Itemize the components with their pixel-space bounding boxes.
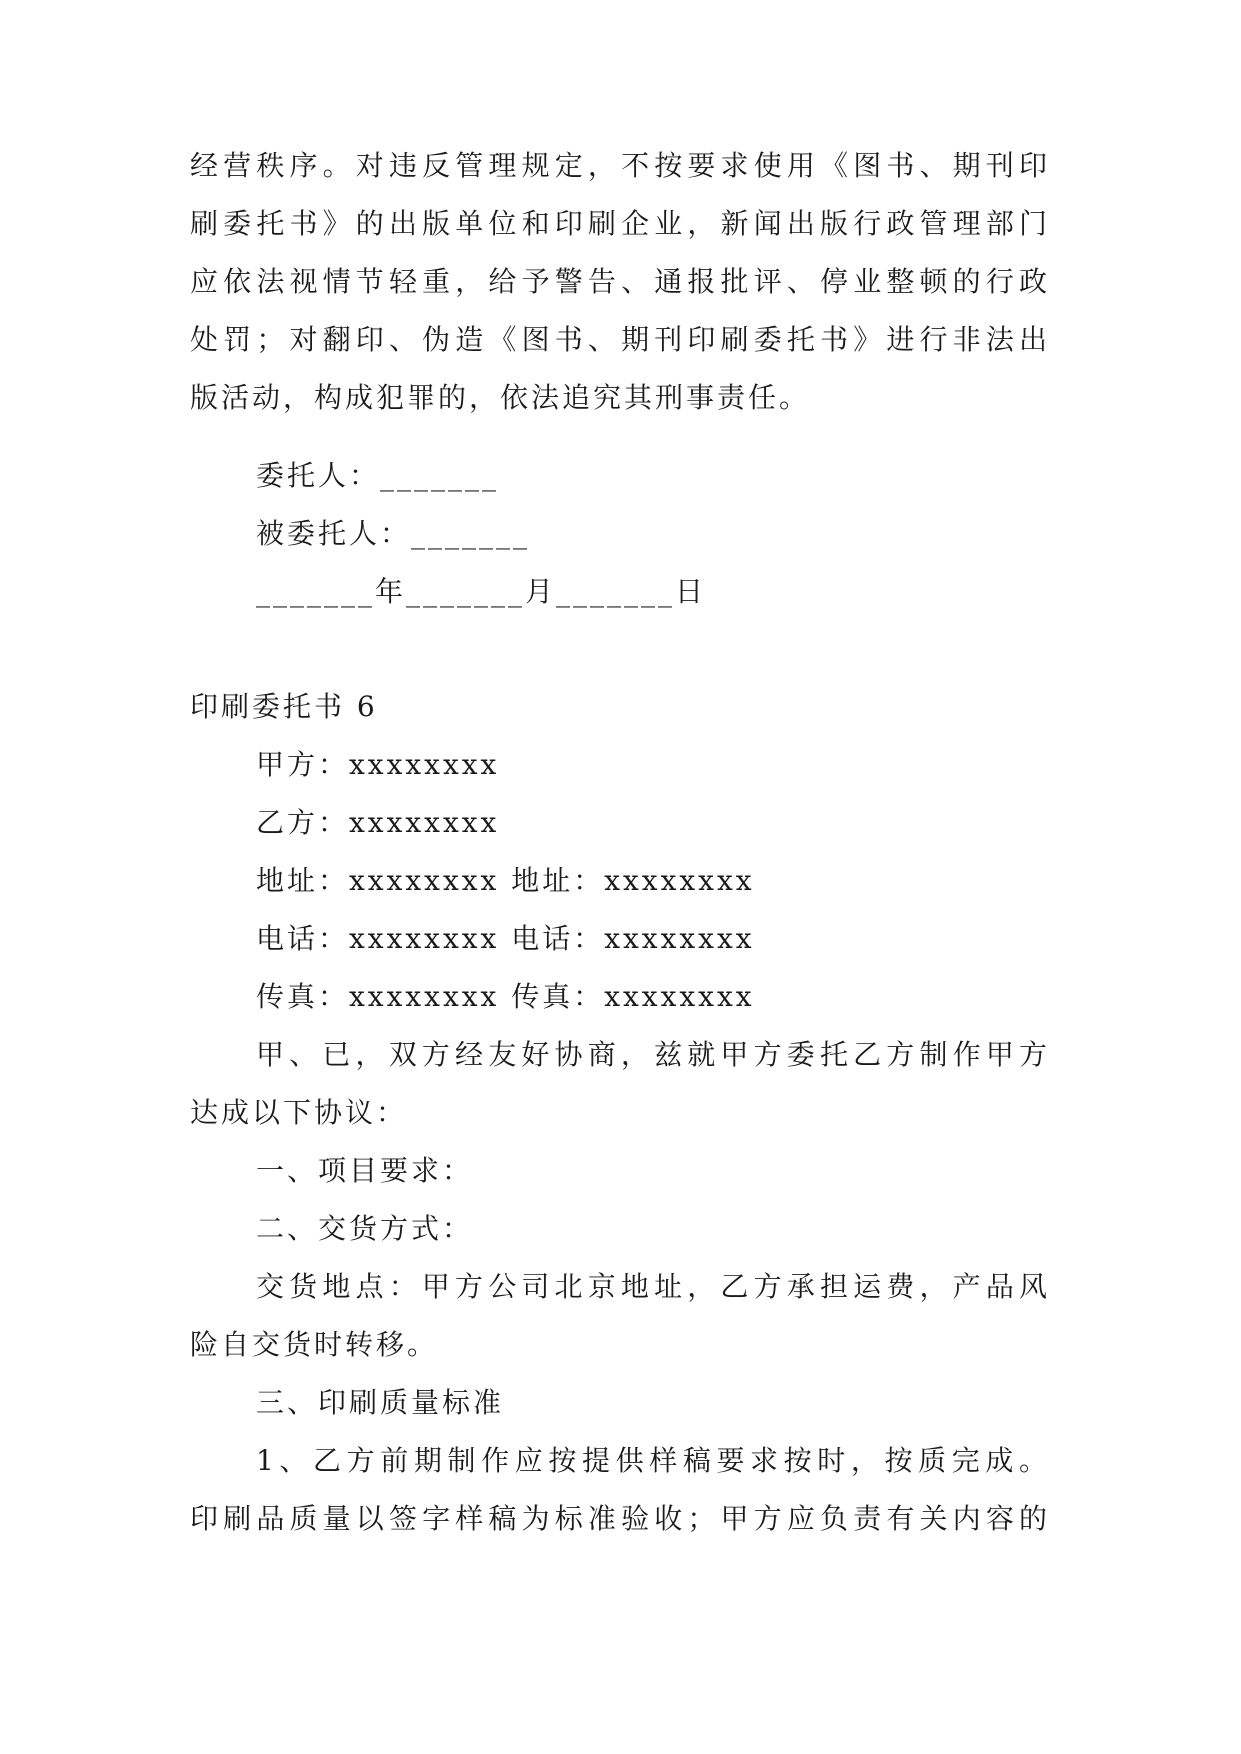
trustee-signature-line: 被委托人：_______ [256, 517, 531, 550]
date-line: _______年_______月_______日 [256, 575, 707, 608]
paragraph-line: 险自交货时转移。 [190, 1328, 439, 1361]
paragraph-line: 达成以下协议： [190, 1096, 408, 1129]
party-b-line: 乙方：xxxxxxxx [256, 806, 500, 839]
paragraph-line: 交货地点：甲方公司北京地址，乙方承担运费，产品风 [256, 1270, 1050, 1303]
paragraph-line: 1、乙方前期制作应按提供样稿要求按时，按质完成。 [256, 1444, 1050, 1477]
paragraph-line: 刷委托书》的出版单位和印刷企业，新闻出版行政管理部门 [190, 207, 1050, 240]
paragraph-line: 处罚；对翻印、伪造《图书、期刊印刷委托书》进行非法出 [190, 323, 1050, 356]
paragraph-line: 版活动，构成犯罪的，依法追究其刑事责任。 [190, 381, 811, 414]
client-signature-line: 委托人：_______ [256, 459, 500, 492]
paragraph-line: 甲、已，双方经友好协商，兹就甲方委托乙方制作甲方 [256, 1038, 1050, 1071]
section-title: 印刷委托书 6 [190, 690, 378, 723]
clause-heading: 三、印刷质量标准 [256, 1386, 505, 1419]
address-line: 地址：xxxxxxxx 地址：xxxxxxxx [256, 864, 755, 897]
paragraph-line: 印刷品质量以签字样稿为标准验收；甲方应负责有关内容的 [190, 1502, 1050, 1535]
party-a-line: 甲方：xxxxxxxx [256, 748, 500, 781]
signature-block [190, 447, 1050, 621]
clause-heading: 一、项目要求： [256, 1154, 474, 1187]
section-title-block [190, 678, 1050, 736]
penalty-paragraph [190, 137, 1050, 427]
intro-paragraph [190, 1026, 1050, 1142]
paragraph-line: 经营秩序。对违反管理规定，不按要求使用《图书、期刊印 [190, 149, 1050, 182]
fax-line: 传真：xxxxxxxx 传真：xxxxxxxx [256, 980, 755, 1013]
clause-heading: 二、交货方式： [256, 1212, 474, 1245]
clauses-block [190, 1142, 1050, 1548]
phone-line: 电话：xxxxxxxx 电话：xxxxxxxx [256, 922, 755, 955]
paragraph-line: 应依法视情节轻重，给予警告、通报批评、停业整顿的行政 [190, 265, 1050, 298]
parties-block [190, 736, 1050, 1026]
